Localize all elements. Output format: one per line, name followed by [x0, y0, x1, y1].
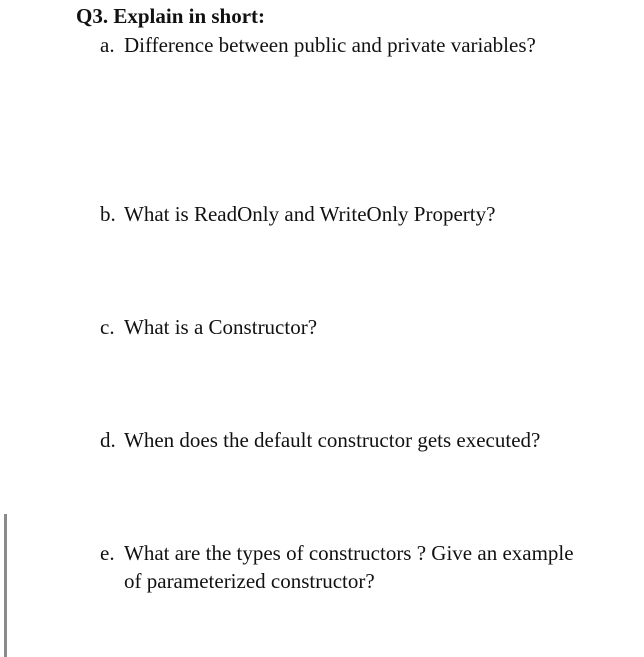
question-heading: Q3. Explain in short: [76, 4, 266, 28]
item-text: Difference between public and private variables? [124, 33, 536, 57]
item-marker: a. [100, 33, 115, 57]
item-marker: d. [100, 428, 116, 452]
margin-edge-line [4, 514, 7, 657]
question-item-a [100, 31, 536, 59]
question-item-e [100, 539, 574, 595]
question-item-d [100, 426, 540, 454]
item-marker: e. [100, 541, 115, 565]
item-text: What are the types of constructors ? Give an example [124, 541, 574, 565]
item-text-continuation: of parameterized constructor? [124, 569, 375, 593]
item-marker: c. [100, 315, 115, 339]
item-text: When does the default constructor gets executed? [124, 428, 541, 452]
question-item-c [100, 313, 317, 341]
item-marker: b. [100, 202, 116, 226]
item-text: What is ReadOnly and WriteOnly Property? [124, 202, 496, 226]
item-text: What is a Constructor? [124, 315, 318, 339]
question-item-b [100, 200, 495, 228]
